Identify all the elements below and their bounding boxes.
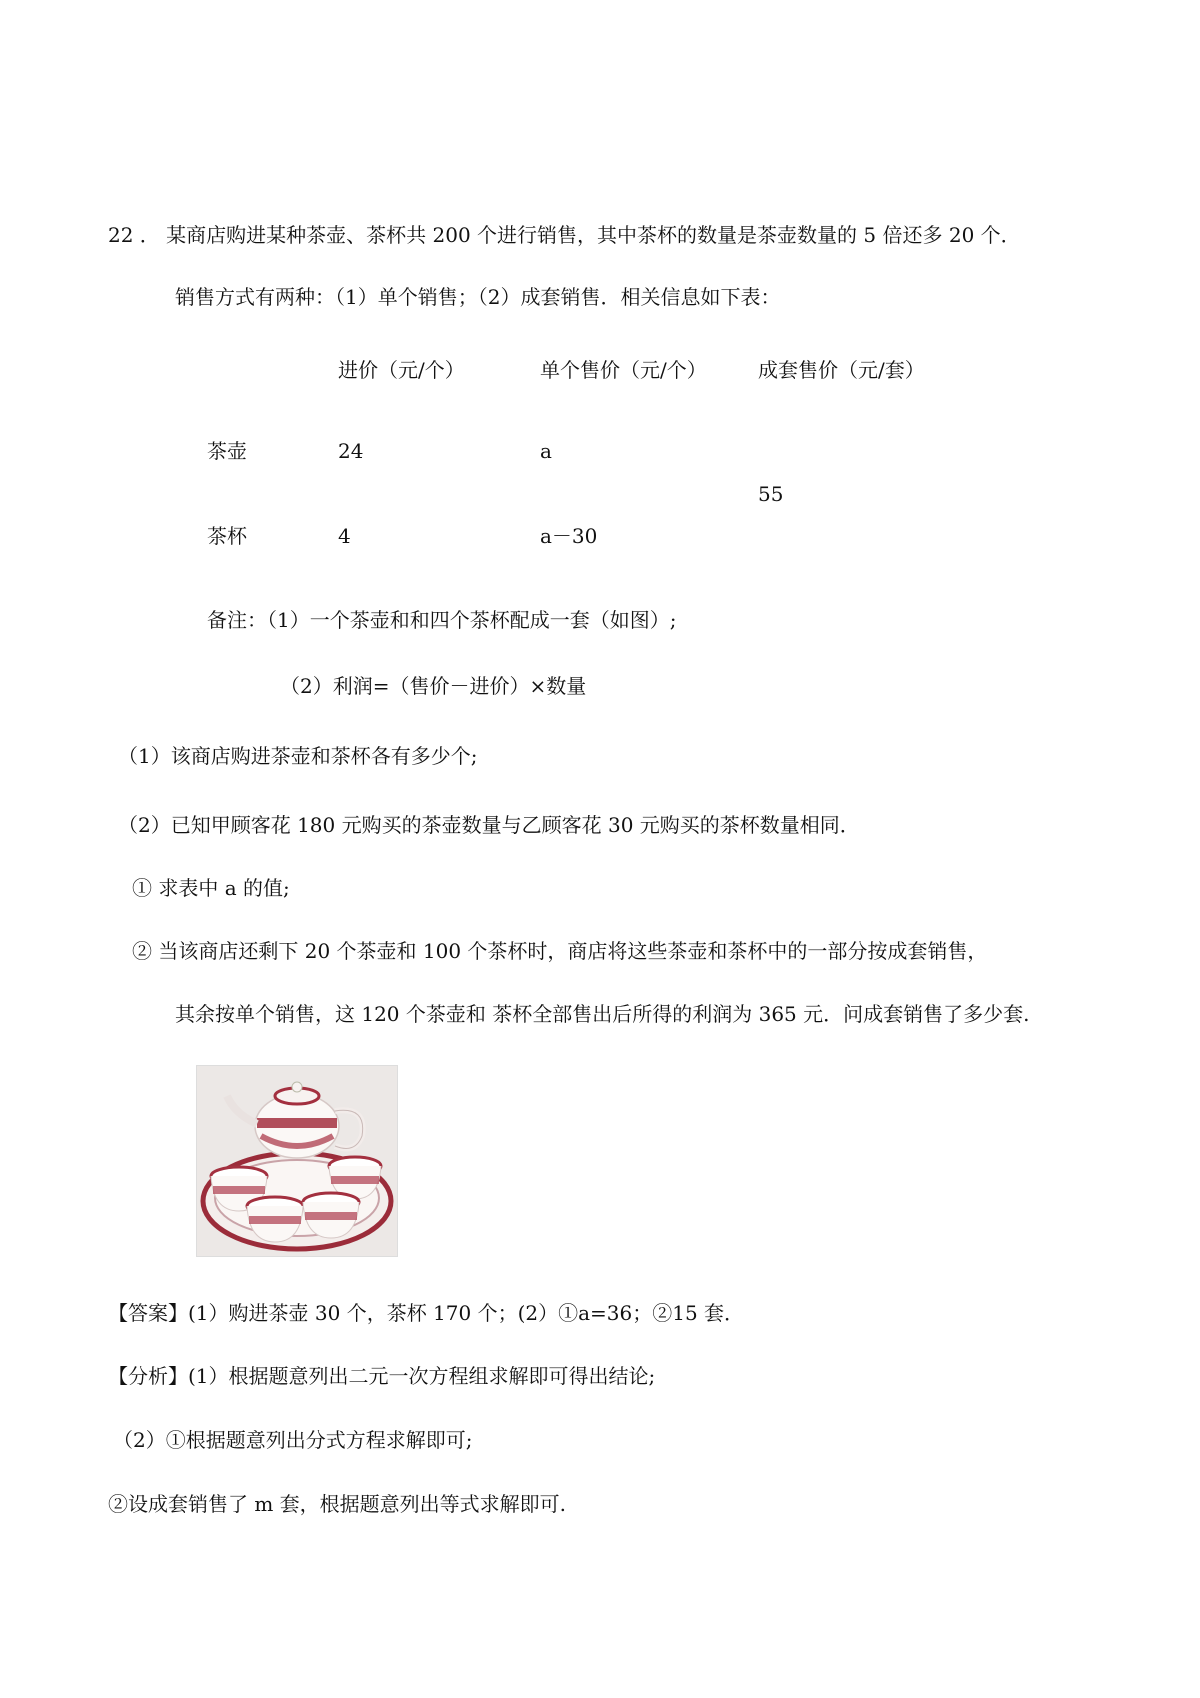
set-price-value: 55 <box>758 482 784 506</box>
analysis-line-1: 【分析】(1）根据题意列出二元一次方程组求解即可得出结论; <box>108 1364 656 1388</box>
header-unit-price: 单个售价（元/个） <box>540 358 707 382</box>
row-teapot-unit-price: a <box>540 439 552 463</box>
part-2: （2）已知甲顾客花 180 元购买的茶壶数量与乙顾客花 30 元购买的茶杯数量相同． <box>118 813 860 837</box>
part-2-1: ① 求表中 a 的值; <box>132 876 290 900</box>
part-2-2: ② 当该商店还剩下 20 个茶壶和 100 个茶杯时，商店将这些茶壶和茶杯中的一部分按成套销售， <box>132 939 988 963</box>
note-2: （2）利润=（售价－进价）×数量 <box>280 674 587 698</box>
note-1: 备注：（1）一个茶壶和和四个茶杯配成一套（如图）; <box>207 608 677 632</box>
analysis-line-3: ②设成套销售了 m 套，根据题意列出等式求解即可. <box>108 1492 567 1516</box>
answer: 【答案】(1）购进茶壶 30 个，茶杯 170 个；(2）①a=36；②15 套． <box>108 1301 745 1325</box>
row-teapot-name: 茶壶 <box>207 439 247 463</box>
tea-set-photo <box>196 1065 398 1257</box>
row-cup-name: 茶杯 <box>207 524 247 548</box>
question-stem: 22 ． 某商店购进某种茶壶、茶杯共 200 个进行销售，其中茶杯的数量是茶壶数量的 5 倍还多 20 个． <box>108 223 1021 247</box>
header-cost: 进价（元/个） <box>338 358 465 382</box>
analysis-line-2: （2）①根据题意列出分式方程求解即可; <box>113 1428 473 1452</box>
part-1: （1）该商店购进茶壶和茶杯各有多少个; <box>118 744 478 768</box>
part-2-2-continued: 其余按单个销售，这 120 个茶壶和 茶杯全部售出后所得的利润为 365 元．问成套销售了多少套. <box>175 1002 1030 1026</box>
row-teapot-cost: 24 <box>338 439 364 463</box>
sale-methods: 销售方式有两种：（1）单个销售；（2）成套销售．相关信息如下表： <box>175 285 781 309</box>
row-cup-unit-price: a－30 <box>540 524 598 548</box>
row-cup-cost: 4 <box>338 524 351 548</box>
header-set-price: 成套售价（元/套） <box>758 358 925 382</box>
